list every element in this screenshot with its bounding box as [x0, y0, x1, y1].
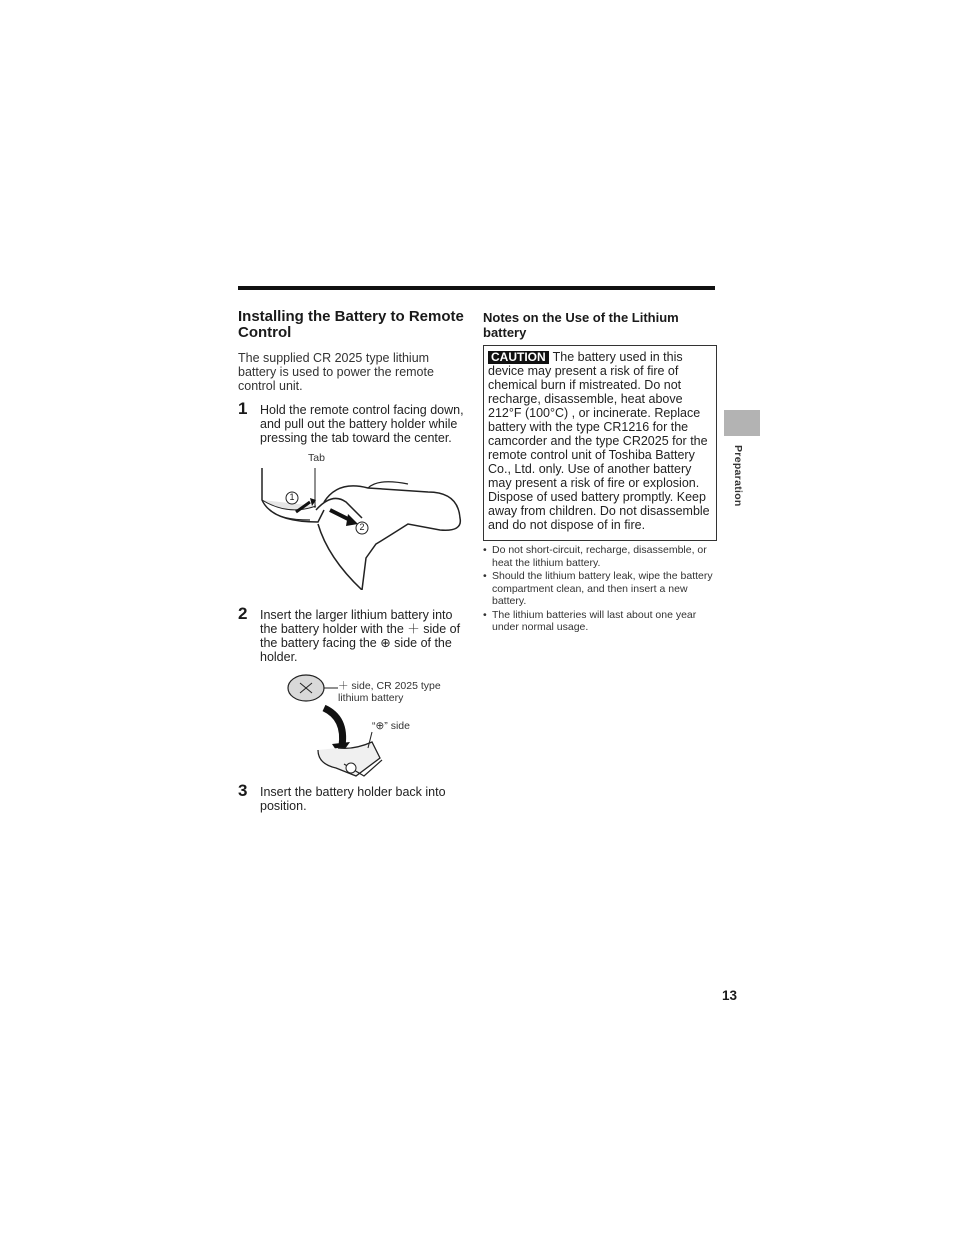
- holder-side-label: “⊕” side: [372, 720, 410, 732]
- step-number-1: 1: [238, 399, 248, 418]
- list-item: • Should the lithium battery leak, wipe the battery compartment clean, and then insert a new battery.: [483, 570, 713, 607]
- notes-heading: Notes on the Use of the Lithium battery: [483, 310, 679, 340]
- remote-removal-illustration: [258, 450, 468, 590]
- battery-holder-illustration: [284, 672, 468, 782]
- intro-paragraph: The supplied CR 2025 type lithium battery is used to power the remote control unit.: [238, 351, 434, 393]
- list-item: • Do not short-circuit, recharge, disassemble, or heat the lithium battery.: [483, 544, 707, 569]
- bullet-glyph: •: [483, 570, 487, 582]
- caution-text: The battery used in this device may present a risk of fire of chemical burn if mistreated. Do not recharge, disassemble, heat above 212°F (100°C) , or incinerate. Replace battery with the type CR1216 for the camcorder and the type CR2025 for the remote control unit of Toshiba Battery Co., Ltd. only. Use of another battery may present a risk of fire or explosion. Dispose of used battery promptly. Keep away from children. Do not disassemble and do not dispose of in fire.: [488, 350, 710, 532]
- list-item: • The lithium batteries will last about one year under normal usage.: [483, 608, 697, 633]
- step-text-1: Hold the remote control facing down, and pull out the battery holder while pressing the tab toward the center.: [260, 403, 464, 445]
- section-tab-label: Preparation: [732, 445, 744, 507]
- caution-box: [483, 345, 717, 541]
- tab-label: Tab: [308, 452, 325, 464]
- step-number-2: 2: [238, 604, 248, 623]
- bullet-glyph: •: [483, 544, 487, 556]
- section-tab: [724, 410, 760, 436]
- step-text-3: Insert the battery holder back into position.: [260, 785, 446, 813]
- step-number-3: 3: [238, 781, 248, 800]
- bullet-glyph: •: [483, 608, 487, 621]
- section-heading: Installing the Battery to Remote Control: [238, 308, 464, 341]
- step-text-2: Insert the larger lithium battery into the battery holder with the ＋ side of the battery facing the ⊕ side of the holder.: [260, 608, 461, 664]
- page-number: 13: [722, 988, 738, 1003]
- battery-side-label: ＋ side, CR 2025 type lithium battery: [338, 680, 441, 704]
- marker-2: 2: [359, 522, 365, 532]
- marker-1: 1: [289, 492, 295, 502]
- caution-badge: CAUTION: [488, 351, 549, 364]
- top-rule: [238, 286, 715, 290]
- notes-list: [483, 544, 715, 635]
